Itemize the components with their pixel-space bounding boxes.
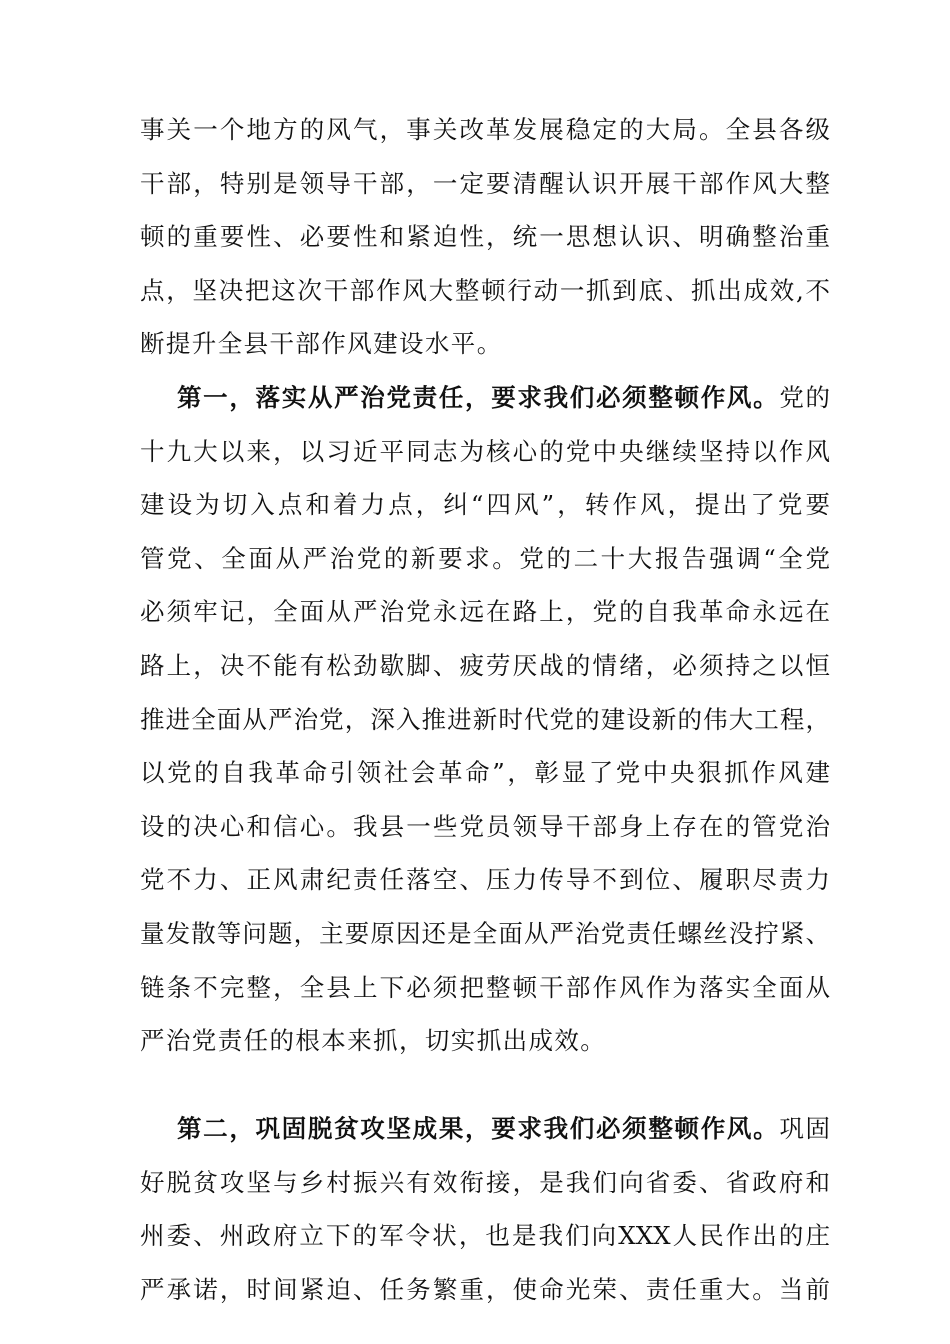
text-line: 链条不完整，全县上下必须把整顿干部作风作为落实全面从	[140, 972, 830, 1002]
paragraph-heading: 第二，巩固脱贫攻坚成果，要求我们必须整顿作风。	[177, 1114, 780, 1143]
text-line: 建设为切入点和着力点，纠“四风”，转作风，提出了党要	[140, 490, 830, 520]
paragraph-first-point	[140, 371, 830, 1068]
text-line: 严治党责任的根本来抓，切实抓出成效。	[140, 1026, 607, 1056]
text-line: 事关一个地方的风气，事关改革发展稳定的大局。全县各级	[140, 115, 830, 144]
text-line-first	[140, 1102, 830, 1156]
text-line: 十九大以来，以习近平同志为核心的党中央继续坚持以作风	[140, 436, 830, 466]
text-line: 路上，决不能有松劲歇脚、疲劳厌战的情绪，必须持之以恒	[140, 650, 830, 680]
text-line: 管党、全面从严治党的新要求。党的二十大报告强调“全党	[140, 543, 830, 573]
paragraph-second-point	[140, 1102, 830, 1316]
text-line: 州委、州政府立下的军令状，也是我们向XXX人民作出的庄	[140, 1221, 830, 1251]
text-line-first	[140, 371, 830, 425]
text-line: 干部，特别是领导干部，一定要清醒认识开展干部作风大整	[140, 168, 830, 198]
text-line: 断提升全县干部作风建设水平。	[140, 329, 503, 359]
text-line: 严承诺，时间紧迫、任务繁重，使命光荣、责任重大。当前	[140, 1274, 830, 1304]
heading-continuation: 巩固	[779, 1114, 830, 1143]
text-line: 以党的自我革命引领社会革命”，彰显了党中央狠抓作风建	[140, 758, 830, 788]
text-line: 推进全面从严治党，深入推进新时代党的建设新的伟大工程，	[140, 704, 830, 734]
text-line: 顿的重要性、必要性和紧迫性，统一思想认识、明确整治重	[140, 222, 830, 252]
text-line: 好脱贫攻坚与乡村振兴有效衔接，是我们向省委、省政府和	[140, 1167, 830, 1197]
heading-continuation: 党的	[779, 383, 830, 412]
paragraph-intro	[140, 103, 830, 371]
text-line: 必须牢记，全面从严治党永远在路上，党的自我革命永远在	[140, 597, 830, 627]
text-line: 量发散等问题，主要原因还是全面从严治党责任螺丝没拧紧、	[140, 918, 830, 948]
text-line: 党不力、正风肃纪责任落空、压力传导不到位、履职尽责力	[140, 865, 830, 895]
text-line: 设的决心和信心。我县一些党员领导干部身上存在的管党治	[140, 811, 830, 841]
text-line: 点，坚决把这次干部作风大整顿行动一抓到底、抓出成效,不	[140, 275, 830, 305]
paragraph-heading: 第一，落实从严治党责任，要求我们必须整顿作风。	[177, 383, 780, 412]
